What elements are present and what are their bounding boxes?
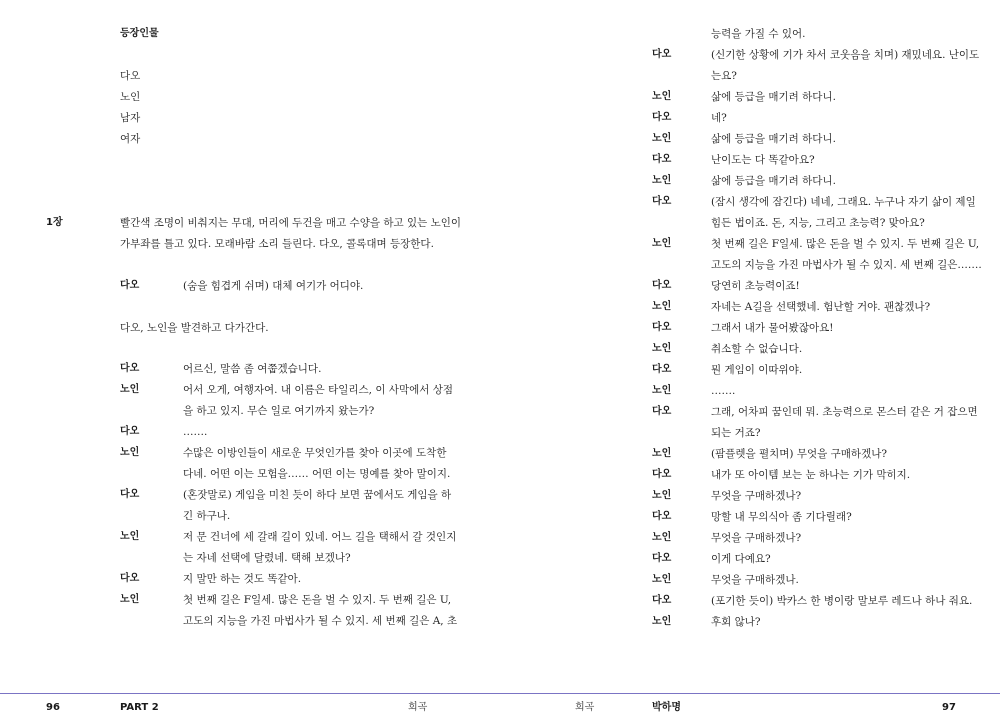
dialogue-line: 다네. 어떤 이는 모험을…… 어떤 이는 명예를 찾아 말이지.: [183, 468, 451, 480]
dialogue-line: 고도의 지능을 가진 마법사가 될 수 있지. 세 번째 길은 A, 초: [183, 615, 458, 627]
dialogue-line: 첫 번째 길은 F일세. 많은 돈을 벌 수 있지. 두 번째 길은 U,: [711, 238, 980, 250]
dialogue-line: 어르신, 말씀 좀 여쭙겠습니다.: [183, 363, 322, 375]
dialogue-line: 되는 거죠?: [711, 427, 761, 439]
dialogue-line: (잠시 생각에 잠긴다) 네네, 그래요. 누구나 자기 삶이 제일: [711, 196, 976, 208]
right-page-number: 97: [942, 702, 956, 713]
dialogue-line: 저 문 건너에 세 갈래 길이 있네. 어느 길을 택해서 갈 것인지: [183, 531, 457, 543]
cast-member: 남자: [120, 112, 141, 124]
cast-member: 노인: [120, 91, 141, 103]
speaker-name: 노인: [120, 594, 140, 605]
speaker-name: 다오: [120, 489, 140, 500]
speaker-name: 노인: [652, 532, 672, 543]
dialogue-line: 힘든 법이죠. 돈, 지능, 그리고 초능력? 맞아요?: [711, 217, 925, 229]
speaker-name: 노인: [652, 490, 672, 501]
right-page: [500, 0, 1000, 727]
speaker-name: 다오: [120, 426, 140, 437]
dialogue-line: 취소할 수 없습니다.: [711, 343, 803, 355]
dialogue-line: 무엇을 구매하겠나?: [711, 532, 802, 544]
dialogue-line: 긴 하구나.: [183, 510, 231, 522]
dialogue-line: 수많은 이방인들이 새로운 무엇인가를 찾아 이곳에 도착한: [183, 447, 447, 459]
dialogue-line: 후회 않나?: [711, 616, 761, 628]
dialogue-line: 지 말만 하는 것도 똑같아.: [183, 573, 302, 585]
speaker-name: 다오: [120, 363, 140, 374]
dialogue-line: (팜플렛을 펼치며) 무엇을 구매하겠나?: [711, 448, 887, 460]
dialogue-line: 삶에 등급을 매기려 하다니.: [711, 175, 836, 187]
dialogue-line: (포기한 듯이) 박카스 한 병이랑 말보루 레드나 하나 줘요.: [711, 595, 973, 607]
dialogue-line: 는요?: [711, 70, 737, 82]
speaker-name: 노인: [120, 447, 140, 458]
speaker-name: 노인: [652, 616, 672, 627]
dialogue-line: …….: [183, 426, 208, 438]
speaker-name: 노인: [652, 448, 672, 459]
speaker-name: 다오: [120, 280, 140, 291]
speaker-name: 다오: [652, 154, 672, 165]
speaker-name: 노인: [652, 343, 672, 354]
left-page-number: 96: [46, 702, 60, 713]
speaker-name: 다오: [652, 469, 672, 480]
dialogue-line: 무엇을 구매하겠나?: [711, 490, 802, 502]
speaker-name: 다오: [652, 280, 672, 291]
speaker-name: 다오: [652, 322, 672, 333]
speaker-name: 노인: [120, 384, 140, 395]
cast-member: 여자: [120, 133, 141, 145]
speaker-name: 다오: [652, 196, 672, 207]
speaker-name: 노인: [652, 133, 672, 144]
author-name: 박하명: [652, 702, 681, 713]
speaker-name: 다오: [652, 511, 672, 522]
dialogue-line: 첫 번째 길은 F일세. 많은 돈을 벌 수 있지. 두 번째 길은 U,: [183, 594, 452, 606]
dialogue-line: 능력을 가질 수 있어.: [711, 28, 806, 40]
left-genre-label: 희곡: [408, 702, 428, 713]
speaker-name: 노인: [652, 574, 672, 585]
speaker-name: 노인: [652, 238, 672, 249]
dialogue-line: 삶에 등급을 매기려 하다니.: [711, 133, 836, 145]
speaker-name: 다오: [652, 595, 672, 606]
dialogue-line: 을 하고 있지. 무슨 일로 여기까지 왔는가?: [183, 405, 375, 417]
dialogue-line: 자네는 A길을 선택했네. 험난할 거야. 괜찮겠나?: [711, 301, 931, 313]
dialogue-line: (신기한 상황에 기가 차서 코웃음을 치며) 재밌네요. 난이도: [711, 49, 980, 61]
dialogue-line: 난이도는 다 똑같아요?: [711, 154, 815, 166]
dialogue-line: 당연히 초능력이죠!: [711, 280, 800, 292]
dialogue-line: 는 자네 선택에 달렸네. 택해 보겠나?: [183, 552, 351, 564]
speaker-name: 노인: [120, 531, 140, 542]
dialogue-line: 내가 또 아이템 보는 눈 하나는 기가 막히지.: [711, 469, 911, 481]
stage-direction: 빨간색 조명이 비춰지는 무대, 머리에 두건을 매고 수양을 하고 있는 노인이: [120, 217, 462, 229]
cast-heading: 등장인물: [120, 28, 159, 39]
stage-direction: 다오, 노인을 발견하고 다가간다.: [120, 322, 269, 334]
dialogue-line: 어서 오게, 여행자여. 내 이름은 타일리스, 이 사막에서 상점: [183, 384, 454, 396]
speaker-name: 다오: [652, 112, 672, 123]
dialogue-line: 고도의 지능을 가진 마법사가 될 수 있지. 세 번째 길은…….: [711, 259, 982, 271]
dialogue-line: 뭔 게임이 이따위야.: [711, 364, 803, 376]
speaker-name: 노인: [652, 91, 672, 102]
dialogue-line: (혼잣말로) 게임을 미친 듯이 하다 보면 꿈에서도 게임을 하: [183, 489, 452, 501]
speaker-name: 다오: [120, 573, 140, 584]
dialogue-line: 삶에 등급을 매기려 하다니.: [711, 91, 836, 103]
speaker-name: 노인: [652, 385, 672, 396]
speaker-name: 다오: [652, 406, 672, 417]
dialogue-line: 망할 내 무의식아 좀 기다릴래?: [711, 511, 852, 523]
dialogue-line: 그래서 내가 물어봤잖아요!: [711, 322, 834, 334]
part-label: PART 2: [120, 702, 159, 713]
dialogue-line: 무엇을 구매하겠나.: [711, 574, 799, 586]
scene-label: 1장: [46, 217, 63, 228]
speaker-name: 노인: [652, 175, 672, 186]
cast-member: 다오: [120, 70, 141, 82]
dialogue-line: 그래, 어차피 꿈인데 뭐. 초능력으로 몬스터 같은 거 잡으면: [711, 406, 978, 418]
dialogue-line: (숨을 힘겹게 쉬며) 대체 여기가 어디야.: [183, 280, 364, 292]
dialogue-line: 네?: [711, 112, 727, 124]
right-genre-label: 희곡: [575, 702, 595, 713]
speaker-name: 다오: [652, 49, 672, 60]
stage-direction: 가부좌를 틀고 있다. 모래바람 소리 들린다. 다오, 콜록대며 등장한다.: [120, 238, 434, 250]
speaker-name: 다오: [652, 364, 672, 375]
dialogue-line: …….: [711, 385, 736, 397]
footer-rule: [0, 693, 1000, 694]
speaker-name: 노인: [652, 301, 672, 312]
dialogue-line: 이게 다예요?: [711, 553, 771, 565]
speaker-name: 다오: [652, 553, 672, 564]
